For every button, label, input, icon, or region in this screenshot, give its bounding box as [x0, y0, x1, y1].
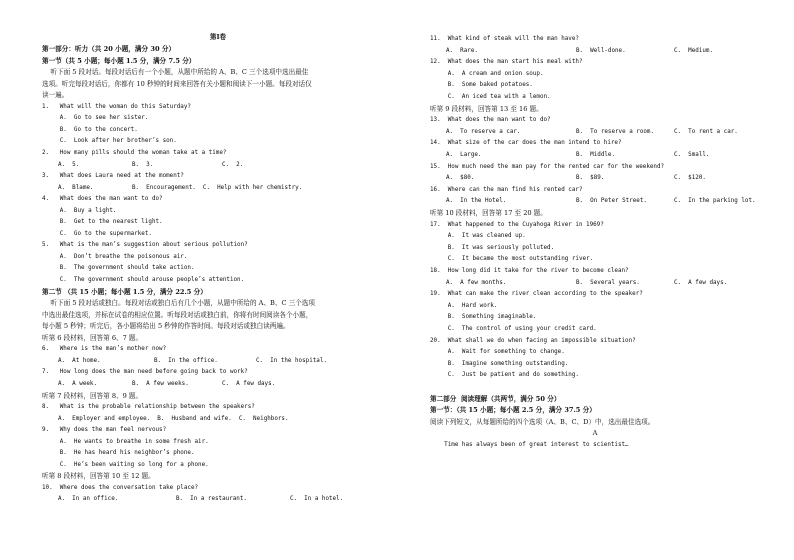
question-text: A. Go to see her sister.	[42, 115, 149, 122]
answer-option: C. A few days.	[222, 380, 276, 387]
question-text: B. The government should take action.	[42, 265, 195, 272]
answer-option: B. In a restaurant.	[176, 496, 247, 503]
question-text: B. It was seriously polluted.	[430, 244, 555, 251]
answer-option: A. 5.	[58, 161, 80, 168]
answer-option: B. $89.	[576, 175, 605, 182]
answer-option: B. On Peter Street.	[576, 198, 647, 205]
question-text: B. Imagine something outstanding.	[430, 360, 569, 367]
question-text: A. Wait for something to change.	[430, 349, 565, 356]
instruction-text: 每小题 5 秒钟；听完后，各小题将给出 5 秒钟的作答时间。每段对话或独白读两遍。	[42, 322, 290, 331]
question-text: 11. What kind of steak will the man have?	[430, 36, 579, 42]
answer-option: C. $120.	[674, 175, 706, 182]
section-heading: 第二节 （共 15 小题；每小题 1.5 分，满分 22.5 分）	[42, 287, 207, 296]
answer-option: B. To reserve a room.	[576, 128, 655, 135]
section-heading: 第一部分：听力（共 20 小题，满分 30 分）	[42, 45, 176, 53]
question-text: 14. What size of the car does the man intend to hire?	[430, 140, 622, 147]
section-heading: 第一节（共 5 小题；每小题 1.5 分，满分 7.5 分）	[42, 56, 196, 65]
instruction-text: 听下面 5 段对话。每段对话后有一个小题，从题中所给的 A、B、C 三个选项中选出最佳	[42, 68, 309, 77]
question-text: A. Don’t breathe the poisonous air.	[42, 253, 188, 260]
instruction-text: 听下面 5 段对话或独白。每段对话或独白后有几个小题，从题中所给的 A、B、C 三个选项	[42, 299, 315, 308]
answer-option: A. In the Hotel.	[446, 198, 507, 205]
instruction-text: 读一遍。	[42, 91, 69, 100]
instruction-text: 中选出最佳选项，并标在试卷的相应位置。听每段对话或独白前，你将有时间阅读各个小题，	[42, 310, 313, 319]
question-text: A. Buy a light.	[42, 207, 117, 214]
answer-option: C. In the hospital.	[256, 357, 327, 364]
question-text: 5. What is the man’s suggestion about serious pollution?	[42, 242, 248, 249]
question-text: 15. How much need the man pay for the rented car for the weekend?	[430, 163, 665, 170]
question-text: B. Get to the nearest light.	[42, 219, 163, 226]
instruction-text: 选项。听完每段对话后，你都有 10 秒钟的时间来回答有关小题和阅读下一小题。每段对话仅	[42, 79, 312, 88]
answer-option: B. In the office.	[154, 357, 218, 364]
instruction-text: 听第 7 段材料，回答第 8、9 题。	[42, 391, 143, 400]
question-text: C. The government should arouse people’s attention.	[42, 277, 245, 283]
question-text: 4. What does the man want to do?	[42, 196, 163, 203]
instruction-text: 听第 8 段材料，回答第 10 至 12 题。	[42, 472, 155, 481]
answer-option: C. Small.	[674, 152, 710, 158]
answer-option: A. A week.	[58, 380, 98, 387]
question-text: C. An iced tea with a lemon.	[430, 94, 551, 100]
question-text: 6. Where is the man’s mother now?	[42, 346, 167, 353]
question-text: 16. Where can the man find his rented car?	[430, 186, 583, 193]
answer-option: A. Employer and employee. B. Husband and wife. C. Neighbors.	[58, 415, 289, 422]
question-text: B. Something imaginable.	[430, 314, 537, 321]
answer-option: C. In the parking lot.	[674, 198, 756, 205]
question-text: 1. What will the woman do this Saturday?	[42, 103, 191, 110]
question-text: C. Just be patient and do something.	[430, 372, 579, 379]
section-heading: 第一节：（共 15 小题；每小题 2.5 分，满分 37.5 分）	[430, 406, 596, 415]
question-text: B. He has heard his neighbor’s phone.	[42, 450, 195, 457]
answer-option: A. At home.	[58, 357, 101, 364]
question-text: C. Go to the supermarket.	[42, 230, 152, 237]
answer-option: A. To reserve a car.	[446, 128, 521, 135]
answer-option: A. Large.	[446, 152, 482, 158]
answer-option: A. Rare.	[446, 47, 478, 54]
question-text: 17. What happened to the Cuyahoga River in 1969?	[430, 221, 604, 228]
question-text: 18. How long did it take for the river to become clean?	[430, 268, 629, 274]
question-text: 13. What does the man want to do?	[430, 117, 551, 124]
answer-option: A. A few months.	[446, 279, 507, 286]
instruction-text: 听第 10 段材料，回答第 17 至 20 题。	[430, 209, 547, 217]
instruction-text: 听第 6 段材料，回答第 6、7 题。	[42, 333, 143, 342]
question-text: B. Some baked potatoes.	[430, 82, 533, 89]
answer-option: C. To rent a car.	[674, 128, 738, 135]
question-text: C. The control of using your credit card.	[430, 326, 597, 332]
question-text: 9. Why does the man feel nervous?	[42, 427, 167, 434]
question-text: C. He’s been waiting so long for a phone.	[42, 461, 209, 468]
question-text: 8. What is the probable relationship between the speakers?	[42, 404, 255, 411]
answer-option: C. Medium.	[674, 47, 714, 54]
answer-option: B. Encouragement. C. Help with her chemistry.	[132, 184, 303, 191]
question-text: 20. What shall we do when facing an impossible situation?	[430, 337, 636, 344]
question-text: Time has always been of great interest to scientist…	[430, 442, 629, 448]
question-text: 2. How many pills should the woman take at a time?	[42, 149, 227, 156]
answer-option: C. A few days.	[674, 279, 728, 286]
question-text: 10. Where does the conversation take place?	[42, 484, 199, 491]
answer-option: B. 3.	[132, 161, 154, 168]
instruction-text: 听第 9 段材料，回答第 13 至 16 题。	[430, 104, 543, 113]
question-text: A. He wants to breathe in some fresh air.	[42, 438, 209, 445]
question-text: B. Go to the concert.	[42, 126, 138, 133]
question-text: 3. What does Laura need at the moment?	[42, 173, 184, 180]
answer-option: A. $80.	[446, 175, 475, 182]
question-text: A. Hard work.	[430, 302, 498, 309]
answer-option: A. Blame.	[58, 184, 94, 191]
answer-option: B. A few weeks.	[132, 380, 189, 387]
question-text: A. It was cleaned up.	[430, 233, 526, 240]
question-text: A. A cream and onion soup.	[430, 70, 544, 77]
section-title: 第Ⅰ卷	[209, 33, 227, 41]
question-text: 12. What does the man start his meal with?	[430, 59, 583, 66]
answer-option: B. Well-done.	[576, 47, 626, 54]
question-text: 19. What can make the river clean according to the speaker?	[430, 291, 643, 298]
answer-option: A. In an office.	[58, 496, 119, 503]
section-heading: 第二部分 阅读理解（共两节，满分 50 分）	[430, 394, 561, 403]
instruction-text: 阅读下列短文，从每题所给的四个选项（A、B、C、D）中，选出最佳选项。	[430, 417, 655, 426]
question-text: C. It became the most outstanding river.	[430, 256, 594, 263]
instruction-text: A	[592, 429, 598, 438]
answer-option: C. In a hotel.	[290, 496, 344, 503]
answer-option: B. Middle.	[576, 152, 616, 158]
question-text: C. Look after her brother’s son.	[42, 138, 177, 145]
question-text: 7. How long does the man need before going back to work?	[42, 369, 248, 376]
answer-option: B. Several years.	[576, 279, 640, 286]
answer-option: C. 2.	[222, 161, 244, 168]
